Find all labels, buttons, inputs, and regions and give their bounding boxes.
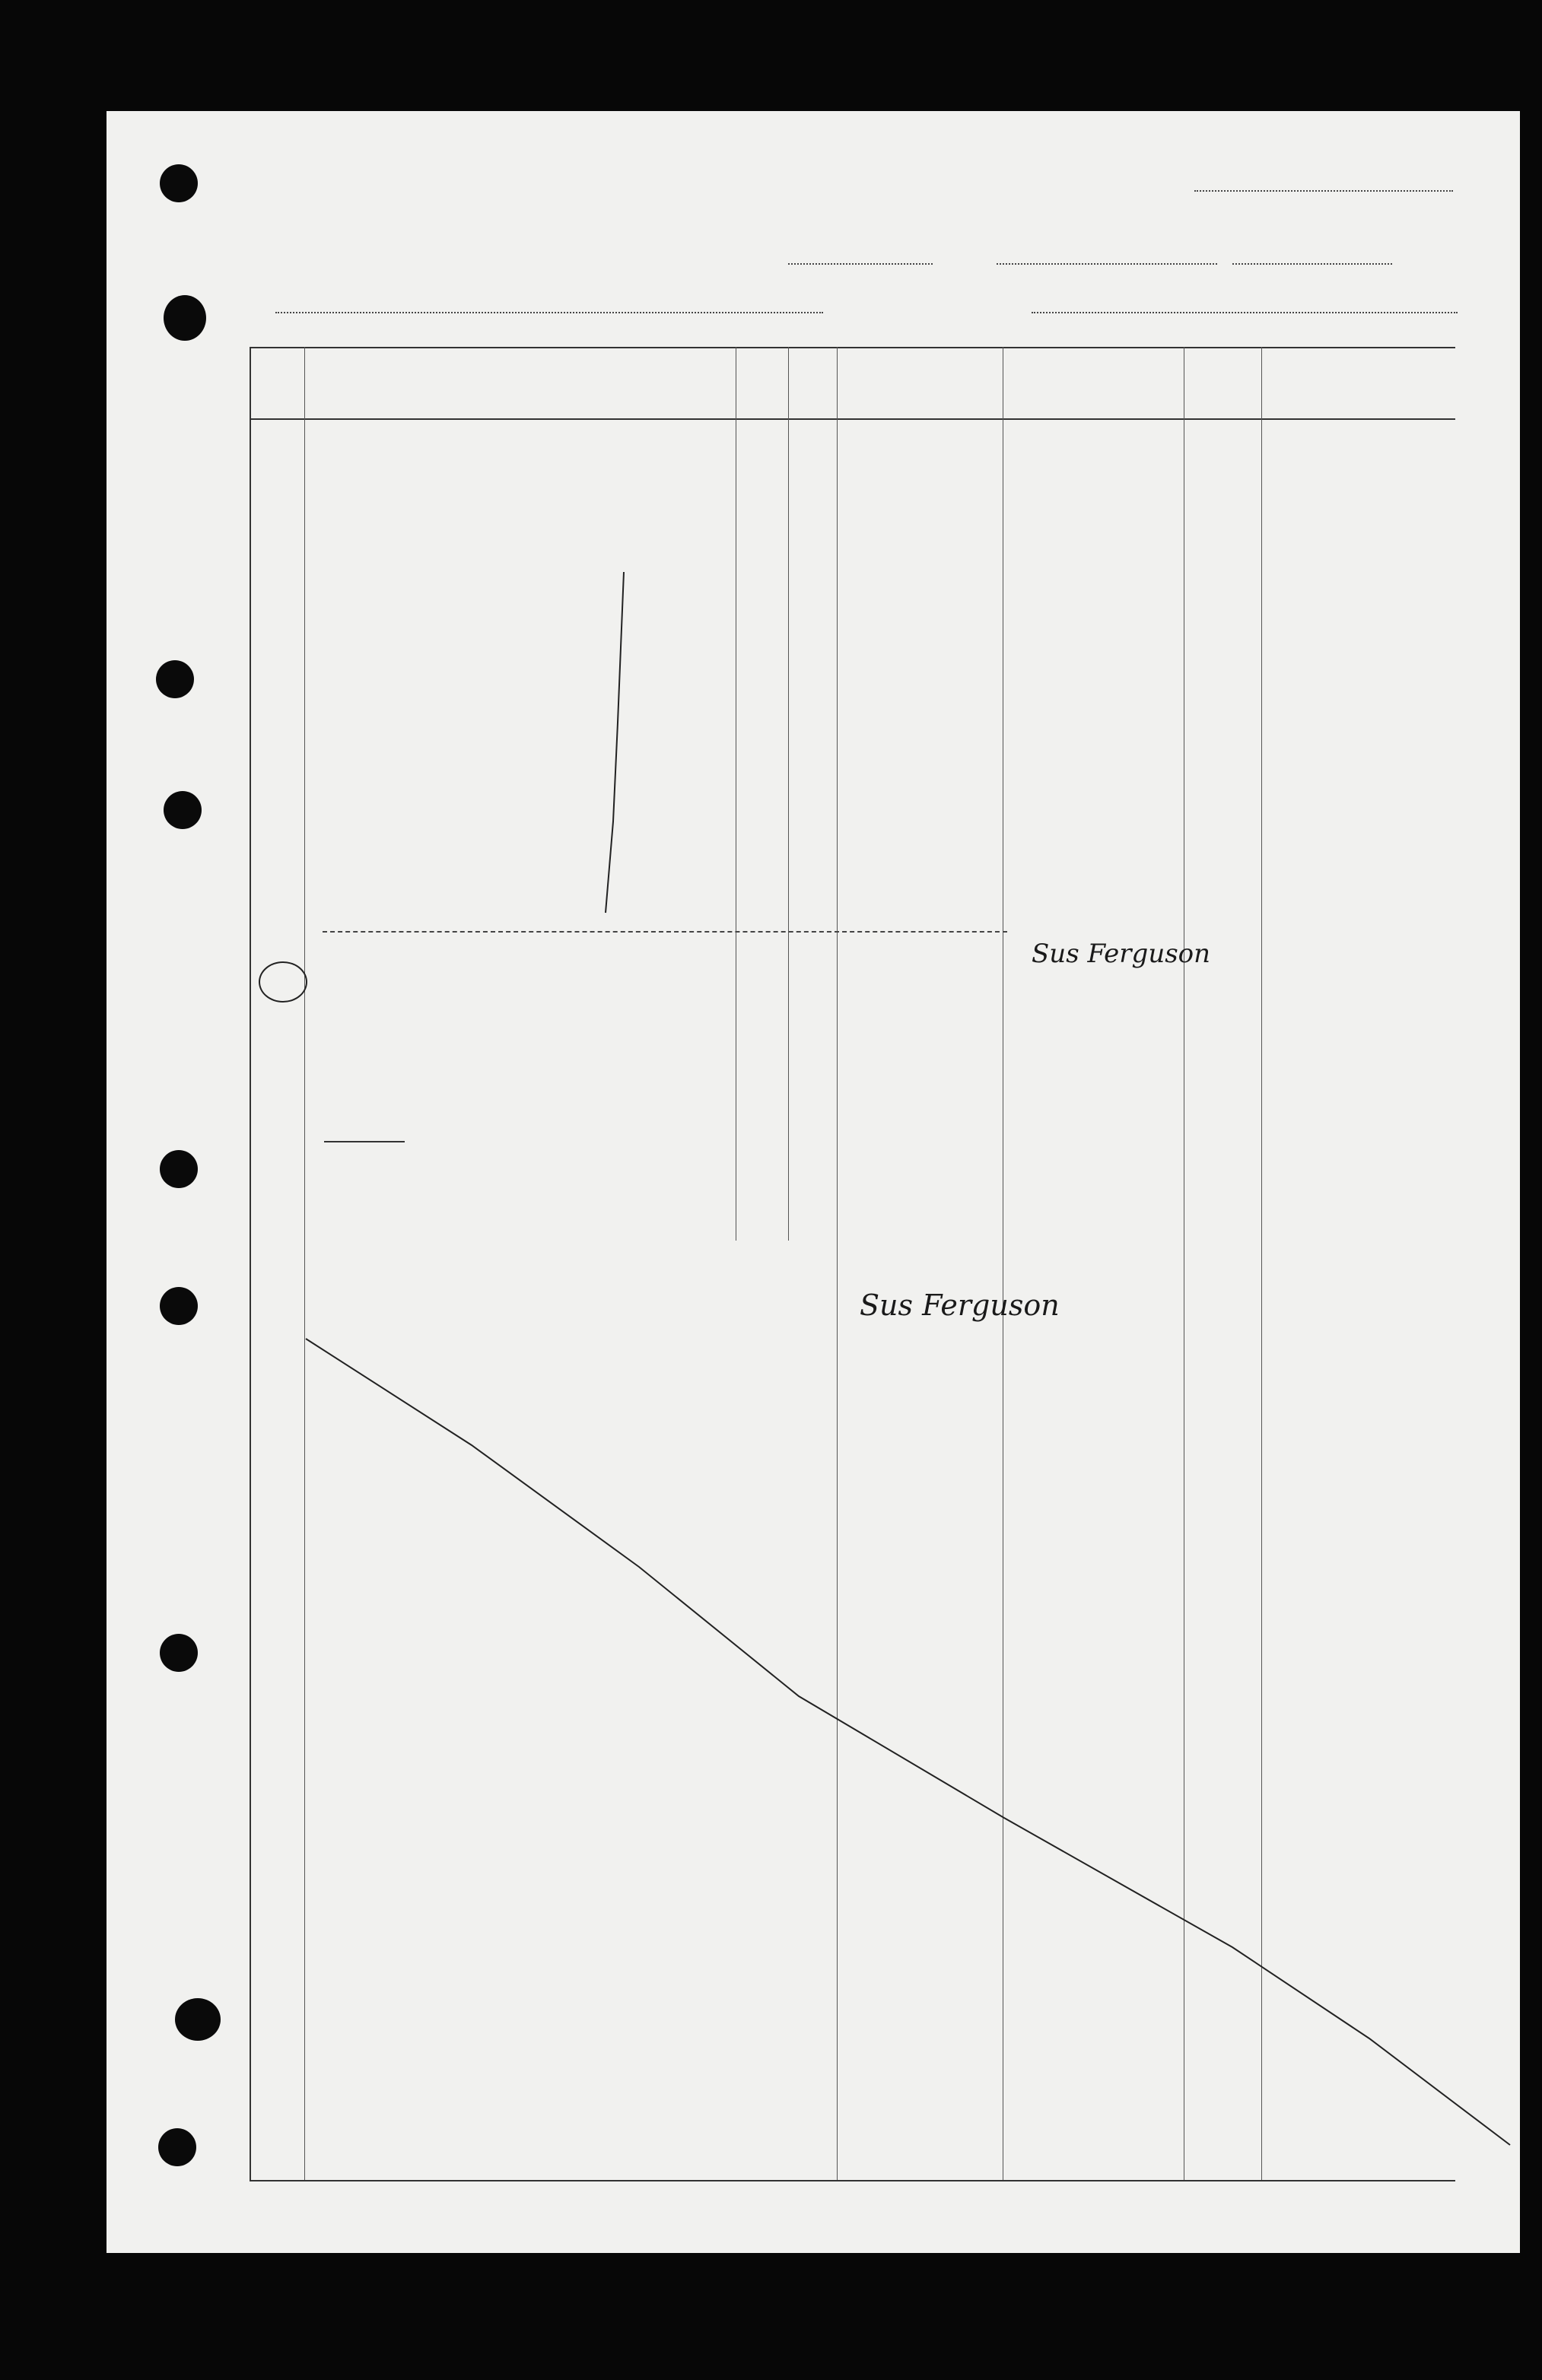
zissis-strikethrough <box>324 1141 405 1142</box>
col-divider <box>788 347 789 1241</box>
binder-hole <box>160 164 198 202</box>
binder-hole <box>164 791 202 829</box>
port-line <box>1032 312 1458 313</box>
binder-hole <box>175 1998 221 2041</box>
binder-hole <box>160 1150 198 1188</box>
purser-signature-2: Sus Ferguson <box>860 1289 1060 1322</box>
table-top-border <box>250 347 1455 348</box>
binder-hole <box>160 1287 198 1325</box>
binder-hole <box>158 2128 196 2166</box>
date1-line <box>1232 263 1392 265</box>
col-divider <box>1261 347 1262 2181</box>
sushchuk-strikethrough <box>323 931 1007 933</box>
manifest-page <box>107 111 1520 2253</box>
binder-hole <box>156 660 194 698</box>
table-header-border <box>250 418 1455 420</box>
binder-hole <box>164 295 206 341</box>
vessel-line <box>275 312 823 313</box>
table-bottom-border <box>250 2180 1455 2181</box>
from-line <box>997 263 1217 265</box>
col-divider <box>837 347 838 2181</box>
col-divider <box>250 347 251 2181</box>
binder-hole <box>160 1634 198 1672</box>
line8-circle <box>259 961 307 1003</box>
col-divider <box>304 347 305 2181</box>
manifest-no-line <box>1194 190 1453 192</box>
class-line <box>788 263 933 265</box>
purser-signature: Sus Ferguson <box>1032 939 1211 969</box>
